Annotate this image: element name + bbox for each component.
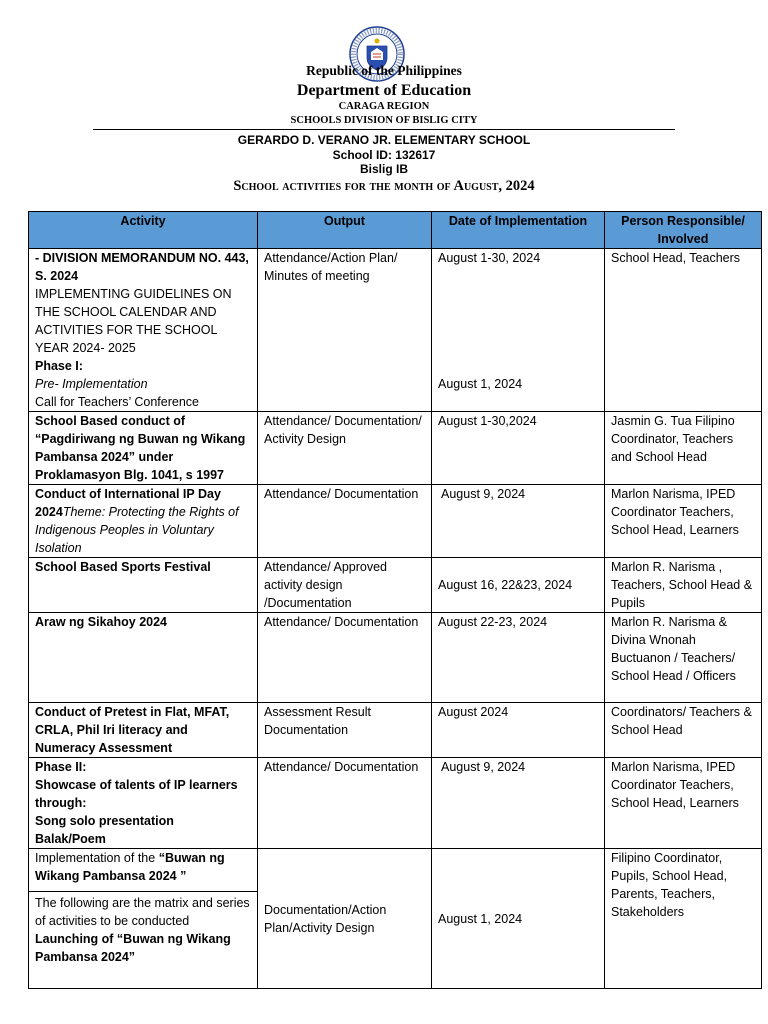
- person-cell: Marlon R. Narisma & Divina Wnonah Buctuanon / Teachers/ School Head / Officers: [605, 613, 762, 703]
- activity-implementation: [29, 849, 257, 885]
- table-row: [29, 558, 762, 613]
- date-cell: [432, 758, 605, 849]
- date-value: August 16, 22&23, 2024: [438, 578, 573, 592]
- person-cell: Filipino Coordinator, Pupils, School Head, Parents, Teachers, Stakeholders: [605, 849, 762, 989]
- header-divider: [93, 129, 675, 130]
- activities-table: [28, 211, 762, 989]
- table-row: [29, 485, 762, 558]
- activity-celebration: “Buwan ng Wikang Pambansa 2024 ”: [35, 851, 225, 883]
- date-range: August 1-30, 2024: [438, 251, 541, 265]
- person-cell: School Head, Teachers: [605, 249, 762, 412]
- activity-memo: - DIVISION MEMORANDUM NO. 443, S. 2024: [35, 251, 249, 283]
- activity-cell: [29, 249, 258, 412]
- school-location: Bislig IB: [359, 162, 408, 176]
- school-name: GERARDO D. VERANO JR. ELEMENTARY SCHOOL: [237, 133, 531, 147]
- date-cell: August 1, 2024: [432, 849, 605, 989]
- activity-matrix: [29, 891, 257, 966]
- date-cell: August 1-30,2024: [432, 412, 605, 485]
- activity-guidelines: IMPLEMENTING GUIDELINES ON THE SCHOOL CALENDAR AND ACTIVITIES FOR THE SCHOOL YEAR 2024- 2025: [35, 287, 232, 355]
- table-row: [29, 613, 762, 703]
- activity-cell: School Based conduct of “Pagdiriwang ng Buwan ng Wikang Pambansa 2024” under Proklamasyon Blg. 1041, s 1997: [29, 412, 258, 485]
- output-cell: Attendance/ Approved activity design /Documentation: [258, 558, 432, 613]
- table-row: [29, 412, 762, 485]
- activity-phase: Phase I:: [35, 359, 83, 373]
- activity-cell: [29, 758, 258, 849]
- activity-detail: Call for Teachers’ Conference: [35, 395, 199, 409]
- output-cell: Assessment Result Documentation: [258, 703, 432, 758]
- col-header-activity: Activity: [29, 212, 258, 249]
- output-cell: Documentation/Action Plan/Activity Design: [258, 849, 432, 989]
- person-cell: Coordinators/ Teachers & School Head: [605, 703, 762, 758]
- date-value: August 9, 2024: [441, 487, 526, 501]
- activity-song: Song solo presentation: [35, 814, 174, 828]
- output-cell: Attendance/ Documentation/ Activity Design: [258, 412, 432, 485]
- activity-poem: Balak/Poem: [35, 832, 106, 846]
- date-cell: August 22-23, 2024: [432, 613, 605, 703]
- activity-title: Conduct of International IP Day 2024: [35, 487, 221, 519]
- table-header-row: [29, 212, 762, 249]
- table-row: [29, 703, 762, 758]
- output-cell: Attendance/ Documentation: [258, 613, 432, 703]
- activity-intro: Implementation of the: [35, 851, 159, 865]
- activity-cell: [29, 849, 258, 989]
- division-heading: SCHOOLS DIVISION OF BISLIG CITY: [290, 115, 478, 126]
- activity-theme: Theme: Protecting the Rights of Indigenous Peoples in Voluntary Isolation: [35, 505, 239, 555]
- person-cell: Marlon Narisma, IPED Coordinator Teachers, School Head, Learners: [605, 485, 762, 558]
- department-heading: Department of Education: [296, 82, 472, 99]
- date-cell: [432, 558, 605, 613]
- date-single: August 1, 2024: [438, 377, 523, 391]
- output-cell: Attendance/ Documentation: [258, 485, 432, 558]
- republic-heading: Republic of the Philippines: [306, 63, 462, 78]
- date-value: August 9, 2024: [441, 760, 526, 774]
- activity-cell: [29, 485, 258, 558]
- col-header-person: Person Responsible/ Involved: [605, 212, 762, 249]
- activity-cell: Araw ng Sikahoy 2024: [29, 613, 258, 703]
- activity-cell: Conduct of Pretest in Flat, MFAT, CRLA, Phil Iri literacy and Numeracy Assessment: [29, 703, 258, 758]
- date-cell: [432, 485, 605, 558]
- col-header-date: Date of Implementation: [432, 212, 605, 249]
- person-cell: Marlon Narisma, IPED Coordinator Teachers, School Head, Learners: [605, 758, 762, 849]
- output-cell: Attendance/ Documentation: [258, 758, 432, 849]
- school-id: School ID: 132617: [332, 148, 436, 162]
- activity-subphase: Pre- Implementation: [35, 377, 148, 391]
- activity-cell: School Based Sports Festival: [29, 558, 258, 613]
- table-row: [29, 849, 762, 989]
- region-heading: CARAGA REGION: [338, 101, 430, 112]
- person-cell: Marlon R. Narisma , Teachers, School Head & Pupils: [605, 558, 762, 613]
- date-cell: August 2024: [432, 703, 605, 758]
- document-title: School activities for the month of August, 2024: [233, 178, 535, 194]
- activity-showcase: Showcase of talents of IP learners through:: [35, 778, 238, 810]
- table-row: [29, 758, 762, 849]
- col-header-output: Output: [258, 212, 432, 249]
- person-cell: Jasmin G. Tua Filipino Coordinator, Teachers and School Head: [605, 412, 762, 485]
- output-cell: Attendance/Action Plan/ Minutes of meeting: [258, 249, 432, 412]
- date-cell: [432, 249, 605, 412]
- activity-launching: Launching of “Buwan ng Wikang Pambansa 2024”: [35, 932, 231, 964]
- activity-phase: Phase II:: [35, 760, 87, 774]
- activity-matrix-text: The following are the matrix and series of activities to be conducted: [35, 896, 250, 928]
- table-row: [29, 249, 762, 412]
